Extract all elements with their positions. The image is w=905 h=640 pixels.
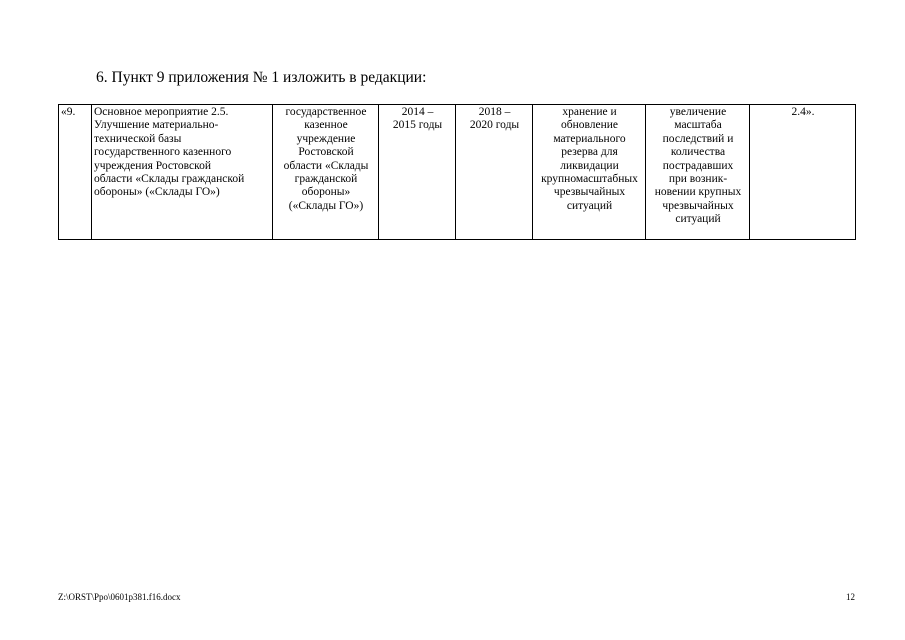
amendment-heading: 6. Пункт 9 приложения № 1 изложить в редакции:: [96, 69, 427, 86]
cell-end-period: 2018 – 2020 годы: [456, 105, 533, 240]
page-number: 12: [846, 592, 855, 602]
cell-measure-name: Основное мероприятие 2.5. Улучшение материально- технической базы государственного казенного учреждения Ростовской области «Склады гражданской обороны» («Склады ГО»): [92, 105, 273, 240]
cell-responsible-executor: государственное казенное учреждение Ростовской области «Склады гражданской обороны» («Склады ГО»): [273, 105, 379, 240]
cell-consequences: увеличение масштаба последствий и количества пострадавших при возник- новении крупных чрезвычайных ситуаций: [646, 105, 750, 240]
file-path-footer: Z:\ORST\Ppo\0601p381.f16.docx: [58, 592, 181, 602]
cell-start-period: 2014 – 2015 годы: [379, 105, 456, 240]
table-row: [59, 105, 856, 240]
measures-table: [58, 104, 856, 240]
cell-expected-result: хранение и обновление материального резерва для ликвидации крупномасштабных чрезвычайных ситуаций: [533, 105, 646, 240]
cell-related-indicator: 2.4».: [750, 105, 856, 240]
cell-item-number: «9.: [59, 105, 92, 240]
